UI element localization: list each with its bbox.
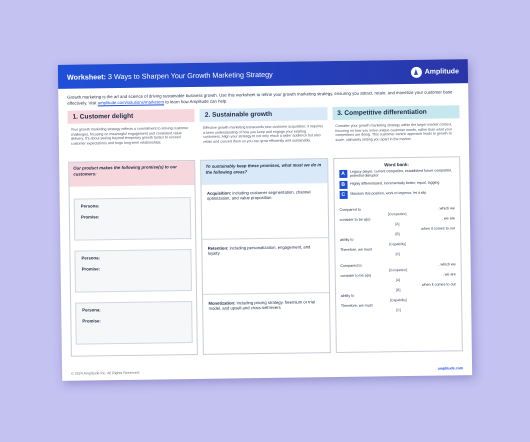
fill-tag: [C]: [395, 251, 400, 256]
column-title: 3. Competitive differentiation: [332, 105, 459, 120]
word-bank-item: [339, 189, 454, 199]
fill-in-statement[interactable]: [335, 259, 461, 317]
fill-tag: [C]: [396, 307, 401, 312]
fill-text: consider to be a(n): [339, 217, 371, 222]
footer-url-link[interactable]: amplitude.com: [437, 366, 464, 371]
column-description: Effective growth marketing transcends new customer acquisition; it requires a keen understanding of how you keep and engage your existing customers. Align your strategy to not only reach a wider audience but also retain and convert them so you can grow efficiently and sustainably.: [203, 124, 324, 144]
area-acquisition[interactable]: [202, 183, 328, 240]
fill-tag: [A]: [395, 221, 400, 226]
differentiation-box: [333, 156, 463, 353]
worksheet-title: [67, 69, 273, 81]
area-text: including customer segmentation, channel optimization, and value proposition: [206, 189, 311, 202]
column-description: Your growth marketing strategy reflects a commitment to solving customer challenges, focusing on meaningful engagement and consistent value delivery. It’s about seeing beyond temporary growth tactics to exceed customer expectations and forge long-term relationships.: [70, 126, 189, 146]
fill-text: Compared to: [340, 263, 362, 268]
worksheet-page: [58, 59, 472, 381]
fill-text: Therefore, we must: [340, 303, 373, 308]
fill-tag: [Competitor]: [387, 211, 407, 216]
fill-text: , we are: [442, 271, 456, 277]
fill-text: when it comes to our: [421, 281, 456, 287]
brand-logo: [411, 66, 459, 78]
intro-text: Growth marketing is the art and science of driving sustainable business growth. Use this worksheet to refine your growth marketing strategy, ensuring you attract, retain, and monetize your customer base effectively. Visit: [67, 89, 453, 106]
fill-text: Compared to: [339, 207, 361, 212]
word-bank-text: Legacy player, current competitor, established future competitor, potential disruptor: [349, 168, 452, 179]
fill-tag: [Capability]: [389, 241, 407, 246]
persona-card[interactable]: [74, 249, 192, 293]
fill-text: ability to: [340, 293, 355, 298]
title-text: 3 Ways to Sharpen Your Growth Marketing Strategy: [105, 69, 273, 81]
area-monetization[interactable]: [203, 293, 329, 350]
fill-in-statement[interactable]: [334, 203, 460, 261]
area-text: including personalization, engagement, and loyalty: [207, 244, 311, 257]
fill-text: , which we: [437, 205, 455, 211]
promise-label: Promise:: [81, 266, 101, 272]
promise-prompt: Our product makes the following promise(s) to our customers:: [69, 161, 195, 187]
persona-card[interactable]: [74, 197, 192, 241]
intro-link[interactable]: amplitude.com/solutions/marketers: [97, 98, 165, 105]
title-prefix: Worksheet:: [66, 71, 107, 82]
fill-tag: [B]: [396, 287, 401, 292]
fill-tag: [A]: [396, 277, 401, 282]
word-bank-text: Highly differentiated, incrementally better, equal, lagging: [350, 181, 440, 187]
area-text: including pricing strategy, freemium or trial model, and upsell and cross-sell levers: [208, 299, 316, 312]
word-bank-item: [339, 179, 454, 189]
fill-text: ability to: [339, 237, 354, 242]
persona-card[interactable]: [75, 301, 193, 345]
promise-label: Promise:: [80, 214, 100, 220]
columns: [58, 100, 471, 357]
column-sustainable-growth: [200, 107, 331, 355]
fill-text: , we are: [441, 215, 456, 221]
areas-prompt: To sustainably keep these promises, what must we do in the following areas?: [201, 159, 327, 185]
area-label: Monetization:: [208, 300, 236, 306]
area-label: Retention:: [207, 245, 229, 251]
word-bank: [334, 157, 460, 204]
persona-label: Persona:: [80, 203, 100, 209]
intro-text-end: to learn how Amplitude can help.: [164, 98, 228, 104]
areas-box: [200, 158, 330, 355]
fill-tag: [B]: [395, 231, 400, 236]
brand-name: Amplitude: [424, 67, 459, 76]
fill-tag: [Capability]: [390, 297, 407, 302]
promise-box: [68, 160, 198, 357]
fill-text: , which we: [438, 261, 456, 267]
amplitude-logo-icon: [411, 66, 422, 77]
word-bank-item: [339, 169, 454, 179]
column-competitive-differentiation: [332, 105, 463, 353]
fill-text: when it comes to our: [421, 225, 456, 231]
persona-label: Persona:: [81, 255, 100, 261]
fill-tag: [Competitor]: [388, 267, 408, 272]
persona-label: Persona:: [82, 307, 101, 313]
area-label: Acquisition:: [206, 190, 232, 196]
promise-label: Promise:: [82, 318, 101, 324]
word-bank-text: Maintain this position, work to improve, let it slip: [350, 191, 427, 197]
copyright-text: © 2024 Amplitude Inc. All Rights Reserved.: [71, 370, 140, 376]
area-retention[interactable]: [203, 238, 329, 295]
word-bank-letter: C: [339, 190, 347, 198]
worksheet-footer: [71, 366, 463, 375]
word-bank-letter: A: [339, 170, 347, 178]
word-bank-letter: B: [339, 180, 347, 188]
word-bank-title: Word bank:: [384, 162, 409, 168]
column-title: 1. Customer delight: [67, 109, 194, 124]
fill-text: consider to be a(n): [340, 273, 372, 278]
column-title: 2. Sustainable growth: [200, 107, 327, 122]
column-customer-delight: [67, 109, 198, 357]
fill-text: Therefore, we must: [340, 247, 372, 252]
column-description: Consider your growth marketing strategy within the larger market context, focusing on how you solve unique customer needs, rather than what your competitors are doing. This customer-centric approach leads to growth at scale, ultimately setting you apart in the market.: [335, 122, 453, 142]
